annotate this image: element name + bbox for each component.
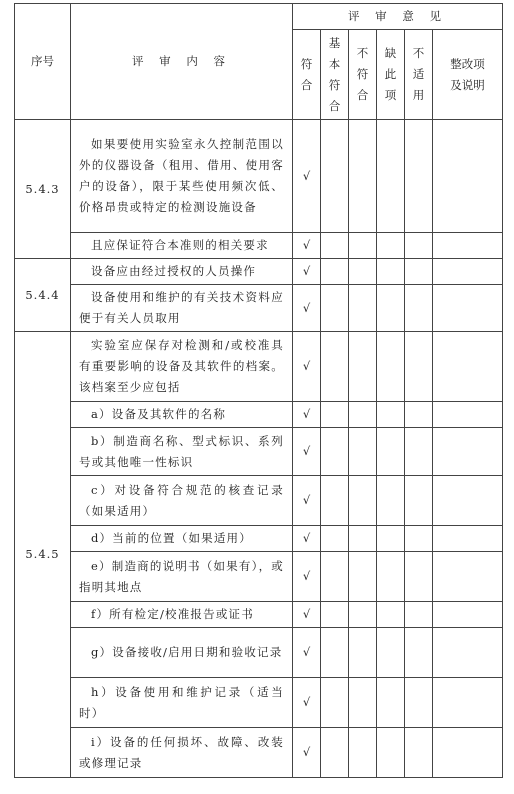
not-conform-cell — [349, 552, 377, 602]
review-content: 如果要使用实验室永久控制范围以外的仪器设备（租用、借用、使用客户的设备），限于某些使用频次低、价格昂贵或特定的检测设施设备 — [71, 120, 293, 233]
missing-cell — [377, 259, 405, 285]
review-content: 设备使用和维护的有关技术资料应便于有关人员取用 — [71, 285, 293, 332]
opinion-header: 评 审 意 见 — [293, 4, 503, 30]
seq-header: 序号 — [15, 4, 71, 120]
col-not-conform-char: 符 — [356, 67, 369, 81]
not-applicable-cell — [405, 678, 433, 728]
conform-check-mark: √ — [293, 678, 321, 728]
conform-check-mark: √ — [293, 602, 321, 628]
missing-cell — [377, 526, 405, 552]
col-conform-header — [293, 30, 321, 120]
conform-check-mark: √ — [293, 259, 321, 285]
basic-conform-cell — [321, 259, 349, 285]
not-conform-cell — [349, 728, 377, 778]
col-conform-char: 合 — [300, 77, 313, 92]
rectify-note-cell — [433, 402, 503, 428]
not-conform-cell — [349, 428, 377, 476]
table-row — [15, 728, 503, 778]
col-not-conform-char: 合 — [356, 88, 369, 102]
table-row — [15, 602, 503, 628]
rectify-note-cell — [433, 476, 503, 526]
not-conform-cell — [349, 678, 377, 728]
not-conform-cell — [349, 602, 377, 628]
not-applicable-cell — [405, 428, 433, 476]
basic-conform-cell — [321, 402, 349, 428]
not-conform-cell — [349, 332, 377, 402]
table-row — [15, 428, 503, 476]
table-row — [15, 259, 503, 285]
basic-conform-cell — [321, 628, 349, 678]
col-basic-conform-header — [321, 30, 349, 120]
table-row — [15, 233, 503, 259]
conform-check-mark: √ — [293, 120, 321, 233]
missing-cell — [377, 285, 405, 332]
basic-conform-cell — [321, 552, 349, 602]
missing-cell — [377, 552, 405, 602]
col-rectify-char: 整改项 — [450, 56, 485, 71]
conform-check-mark: √ — [293, 728, 321, 778]
conform-check-mark: √ — [293, 526, 321, 552]
col-missing-char: 项 — [384, 88, 397, 102]
basic-conform-cell — [321, 602, 349, 628]
col-missing-char: 此 — [384, 67, 397, 81]
missing-cell — [377, 476, 405, 526]
review-content: g）设备接收/启用日期和验收记录 — [71, 628, 293, 678]
missing-cell — [377, 402, 405, 428]
review-table — [14, 3, 503, 778]
not-conform-cell — [349, 120, 377, 233]
rectify-note-cell — [433, 728, 503, 778]
review-content: b）制造商名称、型式标识、系列号或其他唯一性标识 — [71, 428, 293, 476]
review-content: h）设备使用和维护记录（适当时） — [71, 678, 293, 728]
conform-check-mark: √ — [293, 628, 321, 678]
table-row — [15, 526, 503, 552]
review-content: 设备应由经过授权的人员操作 — [71, 259, 293, 285]
missing-cell — [377, 678, 405, 728]
content-header: 评 审 内 容 — [71, 4, 293, 120]
table-row — [15, 285, 503, 332]
col-basic-conform-char: 符 — [328, 77, 341, 92]
col-rectify-char: 及说明 — [450, 77, 485, 92]
col-not-conform-char: 不 — [356, 46, 369, 60]
basic-conform-cell — [321, 476, 349, 526]
section-number: 5.4.3 — [15, 120, 71, 259]
table-row — [15, 678, 503, 728]
missing-cell — [377, 628, 405, 678]
col-basic-conform-char: 合 — [328, 98, 341, 113]
rectify-note-cell — [433, 678, 503, 728]
not-conform-cell — [349, 233, 377, 259]
not-applicable-cell — [405, 402, 433, 428]
review-content: d）当前的位置（如果适用） — [71, 526, 293, 552]
col-not-applicable-char: 不 — [412, 46, 425, 60]
conform-check-mark: √ — [293, 476, 321, 526]
col-basic-conform-char: 本 — [328, 56, 341, 71]
col-not-applicable-char: 适 — [412, 67, 425, 81]
not-conform-cell — [349, 628, 377, 678]
rectify-note-cell — [433, 120, 503, 233]
rectify-note-cell — [433, 628, 503, 678]
not-applicable-cell — [405, 285, 433, 332]
table-row — [15, 332, 503, 402]
table-row — [15, 552, 503, 602]
table-body — [15, 120, 503, 778]
table-header — [15, 4, 503, 120]
rectify-note-cell — [433, 332, 503, 402]
review-content: i）设备的任何损坏、故障、改装或修理记录 — [71, 728, 293, 778]
conform-check-mark: √ — [293, 552, 321, 602]
col-not-applicable-header — [405, 30, 433, 120]
review-content: 实验室应保存对检测和/或校准具有重要影响的设备及其软件的档案。该档案至少应包括 — [71, 332, 293, 402]
table-row — [15, 476, 503, 526]
conform-check-mark: √ — [293, 428, 321, 476]
col-rectify-header — [433, 30, 503, 120]
not-conform-cell — [349, 402, 377, 428]
section-number: 5.4.4 — [15, 259, 71, 332]
rectify-note-cell — [433, 285, 503, 332]
not-applicable-cell — [405, 602, 433, 628]
table-row — [15, 628, 503, 678]
not-conform-cell — [349, 285, 377, 332]
not-applicable-cell — [405, 259, 433, 285]
not-applicable-cell — [405, 476, 433, 526]
missing-cell — [377, 120, 405, 233]
not-applicable-cell — [405, 233, 433, 259]
missing-cell — [377, 332, 405, 402]
table-row — [15, 402, 503, 428]
missing-cell — [377, 428, 405, 476]
not-applicable-cell — [405, 526, 433, 552]
basic-conform-cell — [321, 678, 349, 728]
col-missing-header — [377, 30, 405, 120]
basic-conform-cell — [321, 728, 349, 778]
basic-conform-cell — [321, 285, 349, 332]
review-content: 且应保证符合本准则的相关要求 — [71, 233, 293, 259]
missing-cell — [377, 233, 405, 259]
conform-check-mark: √ — [293, 233, 321, 259]
not-conform-cell — [349, 476, 377, 526]
col-conform-char: 符 — [300, 56, 313, 71]
rectify-note-cell — [433, 602, 503, 628]
section-number: 5.4.5 — [15, 332, 71, 778]
not-applicable-cell — [405, 728, 433, 778]
col-basic-conform-char: 基 — [328, 35, 341, 50]
basic-conform-cell — [321, 233, 349, 259]
not-conform-cell — [349, 259, 377, 285]
missing-cell — [377, 602, 405, 628]
review-content: c）对设备符合规范的核查记录（如果适用） — [71, 476, 293, 526]
basic-conform-cell — [321, 120, 349, 233]
basic-conform-cell — [321, 526, 349, 552]
conform-check-mark: √ — [293, 285, 321, 332]
not-applicable-cell — [405, 332, 433, 402]
table-row — [15, 120, 503, 233]
rectify-note-cell — [433, 259, 503, 285]
rectify-note-cell — [433, 552, 503, 602]
not-conform-cell — [349, 526, 377, 552]
col-missing-char: 缺 — [384, 46, 397, 60]
not-applicable-cell — [405, 120, 433, 233]
col-not-applicable-char: 用 — [412, 88, 425, 102]
basic-conform-cell — [321, 428, 349, 476]
not-applicable-cell — [405, 628, 433, 678]
conform-check-mark: √ — [293, 332, 321, 402]
rectify-note-cell — [433, 233, 503, 259]
basic-conform-cell — [321, 332, 349, 402]
col-not-conform-header — [349, 30, 377, 120]
review-content: e）制造商的说明书（如果有），或指明其地点 — [71, 552, 293, 602]
not-applicable-cell — [405, 552, 433, 602]
conform-check-mark: √ — [293, 402, 321, 428]
rectify-note-cell — [433, 428, 503, 476]
review-content: a）设备及其软件的名称 — [71, 402, 293, 428]
missing-cell — [377, 728, 405, 778]
rectify-note-cell — [433, 526, 503, 552]
review-content: f）所有检定/校准报告或证书 — [71, 602, 293, 628]
